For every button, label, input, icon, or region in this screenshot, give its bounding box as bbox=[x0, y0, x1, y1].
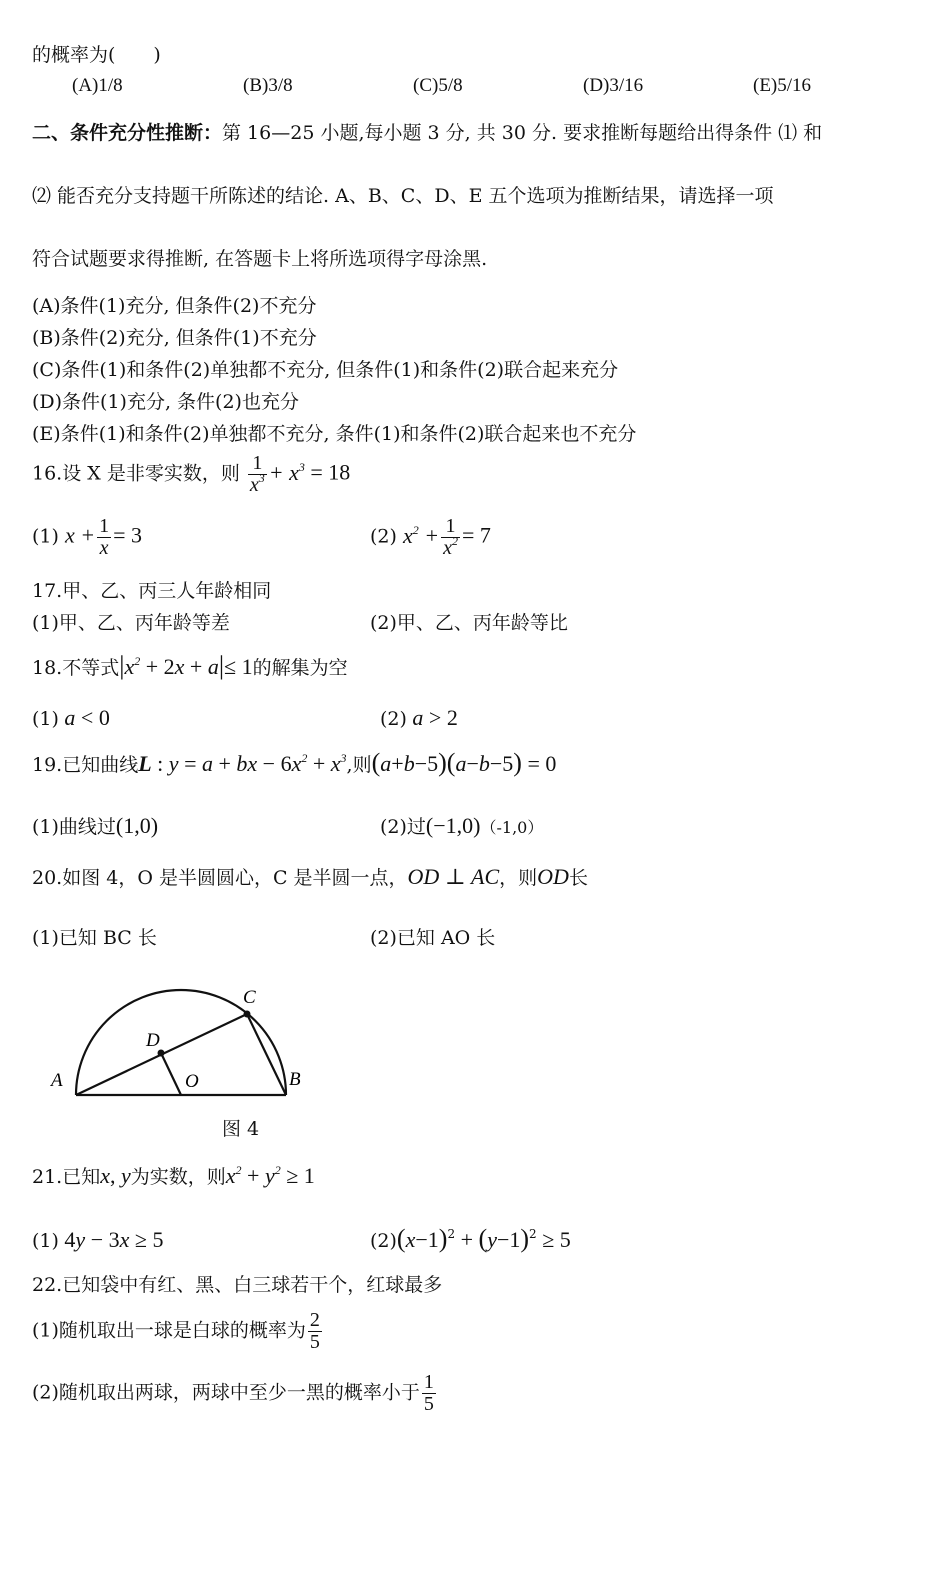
q15-stem-tail: 的概率为( ) bbox=[32, 44, 161, 66]
q17-condition-2: (2)甲、乙、丙年龄等比 bbox=[370, 612, 568, 634]
q15-choice-c: (C)5/8 bbox=[413, 75, 463, 96]
option-c: (C)条件(1)和条件(2)单独都不充分, 但条件(1)和条件(2)联合起来充分 bbox=[32, 359, 619, 381]
q16-c1-label: (1) bbox=[32, 525, 59, 548]
chord-cb bbox=[247, 1014, 286, 1095]
q15-choice-d: (D)3/16 bbox=[583, 75, 644, 96]
q17-stem: 17.甲、乙、丙三人年龄相同 bbox=[32, 580, 272, 602]
q20-condition-2: (2)已知 AO 长 bbox=[370, 927, 496, 949]
q19-c1-label: (1)曲线过 bbox=[32, 816, 116, 838]
q18-c1-label: (1) bbox=[32, 708, 59, 730]
q22-c2-label: (2)随机取出两球，两球中至少一黑的概率小于 bbox=[32, 1381, 420, 1404]
segment-od bbox=[161, 1053, 181, 1095]
q21-c1-label: (1) bbox=[32, 1230, 59, 1252]
q21-c2-label: (2) bbox=[370, 1230, 397, 1252]
q19-stem-line: 19.已知曲线L : y = a + bx − $6x^2 + x^3$,则(a+b−5)(a−b−5) = 0 bbox=[32, 748, 557, 777]
q18-stem: 18.不等式 bbox=[32, 657, 120, 679]
q18-condition-1: (1) a < 0 bbox=[32, 705, 110, 730]
q19-condition-2: (2)过(−1,0)（-1,0） bbox=[380, 813, 544, 838]
q20-stem-a: 20.如图 4，O 是半圆圆心，C 是半圆一点， bbox=[32, 867, 408, 889]
option-b: (B)条件(2)充分, 但条件(1)不充分 bbox=[32, 327, 317, 349]
label-b: B bbox=[289, 1069, 301, 1090]
option-d: (D)条件(1)充分, 条件(2)也充分 bbox=[32, 391, 299, 413]
label-d: D bbox=[146, 1030, 160, 1051]
point-c-dot bbox=[244, 1011, 251, 1018]
q21-stem-mid: 为实数，则 bbox=[130, 1166, 226, 1188]
q19-condition-1: (1)曲线过(1,0) bbox=[32, 813, 159, 838]
section2-intro-2: ⑵ 能否充分支持题干所陈述的结论. A、B、C、D、E 五个选项为推断结果，请选择一项 bbox=[32, 185, 774, 207]
label-o: O bbox=[185, 1071, 199, 1092]
figure-4-semicircle bbox=[40, 980, 320, 1110]
q22-c1-label: (1)随机取出一球是白球的概率为 bbox=[32, 1319, 306, 1342]
q21-condition-2: $(2)(x-1)^2 + (y-1)^2 \ge 5$ bbox=[370, 1224, 571, 1253]
q17-condition-1: (1)甲、乙、丙年龄等差 bbox=[32, 612, 230, 634]
q19-stem: 19.已知曲线 bbox=[32, 754, 139, 776]
q16-stem: 16.设 X 是非零实数，则 bbox=[32, 462, 240, 485]
q22-condition-2: (2)随机取出两球，两球中至少一黑的概率小于 $\frac{1}{5}$ bbox=[32, 1371, 434, 1415]
q18-condition-2: (2) a > 2 bbox=[380, 705, 458, 730]
section2-heading: 二、条件充分性推断： bbox=[32, 122, 223, 144]
label-a: A bbox=[51, 1070, 63, 1091]
q19-c2-label: (2)过 bbox=[380, 816, 426, 838]
q21-condition-1: (1) 4y − 3x ≥ 5 bbox=[32, 1227, 164, 1252]
q16-condition-1: (1) x + $\frac{1}{x}$ = 3 bbox=[32, 515, 143, 559]
q18-c2-label: (2) bbox=[380, 708, 407, 730]
q20-condition-1: (1)已知 BC 长 bbox=[32, 927, 157, 949]
label-c: C bbox=[243, 987, 256, 1008]
section2-intro-1: 第 16—25 小题,每小题 3 分, 共 30 分. 要求推断每题给出得条件 ⑴ 和 bbox=[222, 122, 823, 144]
q22-stem: 22.已知袋中有红、黑、白三球若干个，红球最多 bbox=[32, 1274, 443, 1296]
q16-c2-label: (2) bbox=[370, 525, 397, 548]
q20-stem-line: 20.如图 4，O 是半圆圆心，C 是半圆一点，OD ⊥ AC，则OD长 bbox=[32, 864, 588, 889]
q16-fraction: $\frac{1}{x^3}$ bbox=[249, 452, 265, 496]
q15-choice-e: (E)5/16 bbox=[753, 75, 812, 96]
q21-stem-line: 21.已知x, y为实数，则$x^2 + y^2 \ge 1$ bbox=[32, 1163, 315, 1188]
option-e: (E)条件(1)和条件(2)单独都不充分, 条件(1)和条件(2)联合起来也不充分 bbox=[32, 423, 637, 445]
q16-stem-line: 16.设 X 是非零实数，则 $\frac{1}{x^3}$ + $x^3 = 18$ bbox=[32, 452, 351, 496]
q15-choice-b: (B)3/8 bbox=[243, 75, 293, 96]
q21-stem: 21.已知 bbox=[32, 1166, 101, 1188]
q18-stem-tail: 的解集为空 bbox=[252, 657, 348, 679]
section2-intro-line1 bbox=[32, 124, 822, 143]
section2-intro-3: 符合试题要求得推断, 在答题卡上将所选项得字母涂黑. bbox=[32, 248, 488, 270]
q16-condition-2: (2) $x^2$ + $\frac{1}{x^2}$ = 7 bbox=[370, 515, 491, 559]
q19-then: ,则 bbox=[346, 754, 372, 776]
q20-stem-b: ，则 bbox=[499, 867, 538, 889]
option-a: (A)条件(1)充分, 但条件(2)不充分 bbox=[32, 295, 317, 317]
q20-stem-c: 长 bbox=[568, 867, 588, 889]
q22-condition-1: (1)随机取出一球是白球的概率为 $\frac{2}{5}$ bbox=[32, 1309, 320, 1353]
figure-4-caption: 图 4 bbox=[222, 1118, 260, 1140]
q19-c2-extra: （-1,0） bbox=[480, 818, 544, 837]
q15-choice-a: (A)1/8 bbox=[72, 75, 123, 96]
q18-stem-line: 18.不等式$|x^2 + 2x + a|\le 1$的解集为空 bbox=[32, 651, 348, 680]
